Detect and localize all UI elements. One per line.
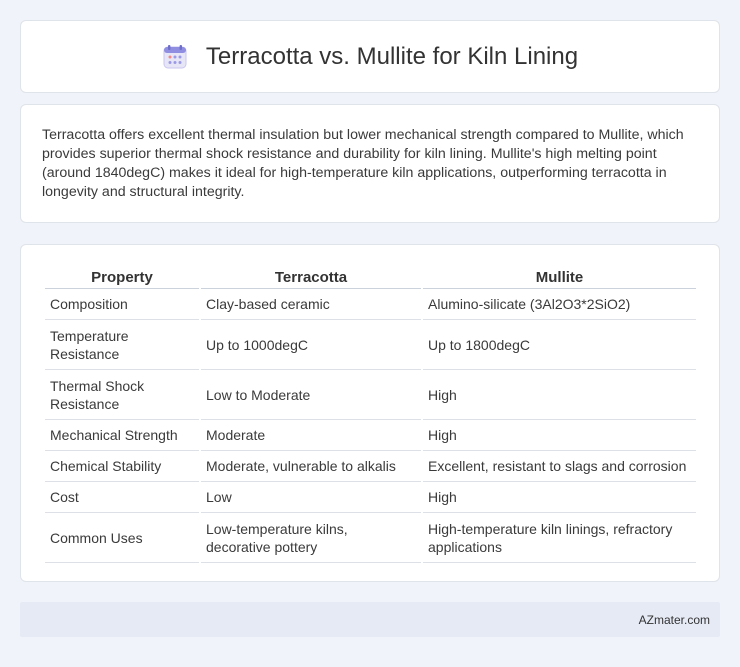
mullite-cell: High — [423, 482, 696, 513]
property-cell: Temperature Resistance — [45, 320, 199, 370]
terracotta-cell: Moderate — [201, 420, 421, 451]
terracotta-cell: Low-temperature kilns, decorative pottery — [201, 513, 421, 563]
table-row — [45, 289, 696, 320]
column-header-property: Property — [45, 263, 199, 289]
table-header-row — [45, 263, 696, 289]
table-row — [45, 320, 696, 370]
comparison-table-card — [20, 244, 720, 582]
mullite-cell: Excellent, resistant to slags and corrosion — [423, 451, 696, 482]
property-cell: Cost — [45, 482, 199, 513]
comparison-table — [43, 263, 698, 563]
summary-text: Terracotta offers excellent thermal insulation but lower mechanical strength compared to Mullite, which provides superior thermal shock resistance and durability for kiln lining. Mullite's high melting point (around 1840degC) makes it ideal for high-temperature kiln applications, outperforming terracotta in longevity and structural integrity. — [42, 127, 684, 200]
property-cell: Chemical Stability — [45, 451, 199, 482]
calendar-icon — [162, 44, 188, 70]
property-cell: Composition — [45, 289, 199, 320]
title-wrap — [162, 43, 578, 71]
footer — [20, 602, 720, 637]
mullite-cell: High — [423, 420, 696, 451]
mullite-cell: High-temperature kiln linings, refractory applications — [423, 513, 696, 563]
terracotta-cell: Low — [201, 482, 421, 513]
page-title: Terracotta vs. Mullite for Kiln Lining — [205, 42, 579, 70]
table-row — [45, 451, 696, 482]
terracotta-cell: Clay-based ceramic — [201, 289, 421, 320]
property-cell: Common Uses — [45, 513, 199, 563]
footer-site-label: AZmater.com — [638, 612, 710, 627]
terracotta-cell: Moderate, vulnerable to alkalis — [201, 451, 421, 482]
summary-card — [20, 104, 720, 223]
title-card — [20, 20, 720, 93]
table-row — [45, 420, 696, 451]
property-cell: Thermal Shock Resistance — [45, 370, 199, 420]
terracotta-cell: Up to 1000degC — [201, 320, 421, 370]
mullite-cell: Up to 1800degC — [423, 320, 696, 370]
table-row — [45, 370, 696, 420]
mullite-cell: High — [423, 370, 696, 420]
terracotta-cell: Low to Moderate — [201, 370, 421, 420]
table-row — [45, 482, 696, 513]
mullite-cell: Alumino-silicate (3Al2O3*2SiO2) — [423, 289, 696, 320]
table-row — [45, 513, 696, 563]
column-header-mullite: Mullite — [423, 263, 696, 289]
column-header-terracotta: Terracotta — [201, 263, 421, 289]
property-cell: Mechanical Strength — [45, 420, 199, 451]
